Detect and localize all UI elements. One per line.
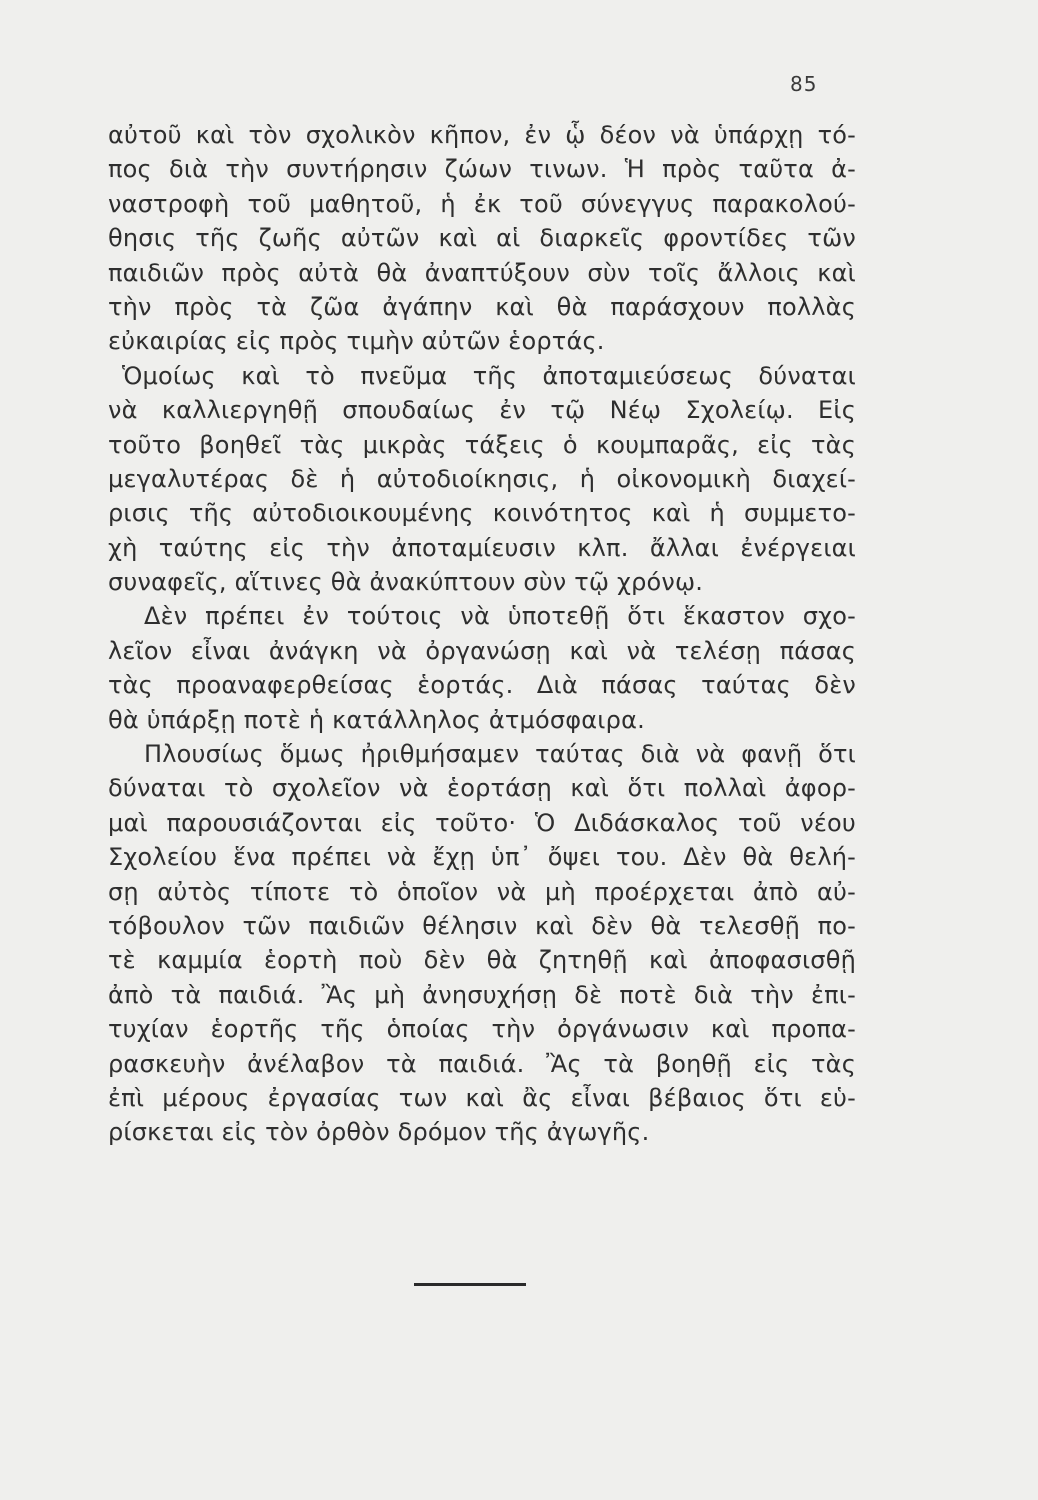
text-line: ρασκευὴν ἀνέλαβον τὰ παιδιά. Ἂς τὰ βοηθῇ εἰς τὰς xyxy=(108,1049,856,1078)
page-number: 85 xyxy=(790,72,818,96)
text-line: παιδιῶν πρὸς αὐτὰ θὰ ἀναπτύξουν σὺν τοῖς ἄλλοις καὶ xyxy=(108,258,856,287)
text-line: εὐκαιρίας εἰς πρὸς τιμὴν αὐτῶν ἑορτάς. xyxy=(108,327,605,356)
text-line: τυχίαν ἑορτῆς τῆς ὁποίας τὴν ὀργάνωσιν καὶ προπα- xyxy=(108,1015,856,1044)
text-line: ναστροφὴ τοῦ μαθητοῦ, ἡ ἐκ τοῦ σύνεγγυς παρακολού- xyxy=(108,189,856,218)
text-line: σῃ αὐτὸς τίποτε τὸ ὁποῖον νὰ μὴ προέρχεται ἀπὸ αὐ- xyxy=(108,877,856,906)
text-line: αὐτοῦ καὶ τὸν σχολικὸν κῆπον, ἐν ᾧ δέον νὰ ὑπάρχῃ τό- xyxy=(108,121,856,149)
text-line: θὰ ὑπάρξῃ ποτὲ ἡ κατάλληλος ἀτμόσφαιρα. xyxy=(108,705,645,734)
text-line: τοῦτο βοηθεῖ τὰς μικρὰς τάξεις ὁ κουμπαρᾶς, εἰς τὰς xyxy=(108,430,856,459)
text-line: λεῖον εἶναι ἀνάγκη νὰ ὀργανώσῃ καὶ νὰ τελέσῃ πάσας xyxy=(108,636,856,665)
text-line: νὰ καλλιεργηθῇ σπουδαίως ἐν τῷ Νέῳ Σχολείῳ. Εἰς xyxy=(108,396,856,425)
text-line: ἐπὶ μέρους ἐργασίας των καὶ ἂς εἶναι βέβαιος ὅτι εὑ- xyxy=(108,1083,856,1112)
text-line: μαὶ παρουσιάζονται εἰς τοῦτο· Ὁ Διδάσκαλος τοῦ νέου xyxy=(108,808,856,837)
section-divider xyxy=(414,1283,526,1286)
body-text xyxy=(108,118,856,1150)
text-line: Δὲν πρέπει ἐν τούτοις νὰ ὑποτεθῇ ὅτι ἕκαστον σχο- xyxy=(144,602,856,631)
text-line: Σχολείου ἕνα πρέπει νὰ ἔχῃ ὑπ᾽ ὄψει του. Δὲν θὰ θελή- xyxy=(108,843,856,872)
text-line: ἀπὸ τὰ παιδιά. Ἂς μὴ ἀνησυχήσῃ δὲ ποτὲ διὰ τὴν ἐπι- xyxy=(108,980,856,1009)
text-line: δύναται τὸ σχολεῖον νὰ ἑορτάσῃ καὶ ὅτι πολλαὶ ἀφορ- xyxy=(108,774,856,803)
text-line: Ὁμοίως καὶ τὸ πνεῦμα τῆς ἀποταμιεύσεως δύναται xyxy=(122,361,856,390)
text-line: ρίσκεται εἰς τὸν ὀρθὸν δρόμον τῆς ἀγωγῆς. xyxy=(108,1118,650,1147)
text-line: μεγαλυτέρας δὲ ἡ αὐτοδιοίκησις, ἡ οἰκονομικὴ διαχεί- xyxy=(108,464,856,493)
text-line: τὰς προαναφερθείσας ἑορτάς. Διὰ πάσας ταύτας δὲν xyxy=(108,671,856,700)
text-line: Πλουσίως ὅμως ἠριθμήσαμεν ταύτας διὰ νὰ φανῇ ὅτι xyxy=(144,740,856,769)
text-line: τὲ καμμία ἑορτὴ ποὺ δὲν θὰ ζητηθῇ καὶ ἀποφασισθῇ xyxy=(108,946,856,975)
text-line: τὴν πρὸς τὰ ζῶα ἀγάπην καὶ θὰ παράσχουν πολλὰς xyxy=(108,292,856,321)
text-line: θησις τῆς ζωῆς αὐτῶν καὶ αἱ διαρκεῖς φροντίδες τῶν xyxy=(108,224,856,253)
text-line: τόβουλον τῶν παιδιῶν θέλησιν καὶ δὲν θὰ τελεσθῇ πο- xyxy=(108,911,856,940)
text-line: ρισις τῆς αὐτοδιοικουμένης κοινότητος καὶ ἡ συμμετο- xyxy=(108,499,856,528)
text-line: πος διὰ τὴν συντήρησιν ζώων τινων. Ἡ πρὸς ταῦτα ἀ- xyxy=(108,155,856,184)
text-line: συναφεῖς, αἵτινες θὰ ἀνακύπτουν σὺν τῷ χρόνῳ. xyxy=(108,568,704,597)
text-line: χὴ ταύτης εἰς τὴν ἀποταμίευσιν κλπ. ἄλλαι ἐνέργειαι xyxy=(108,533,856,562)
